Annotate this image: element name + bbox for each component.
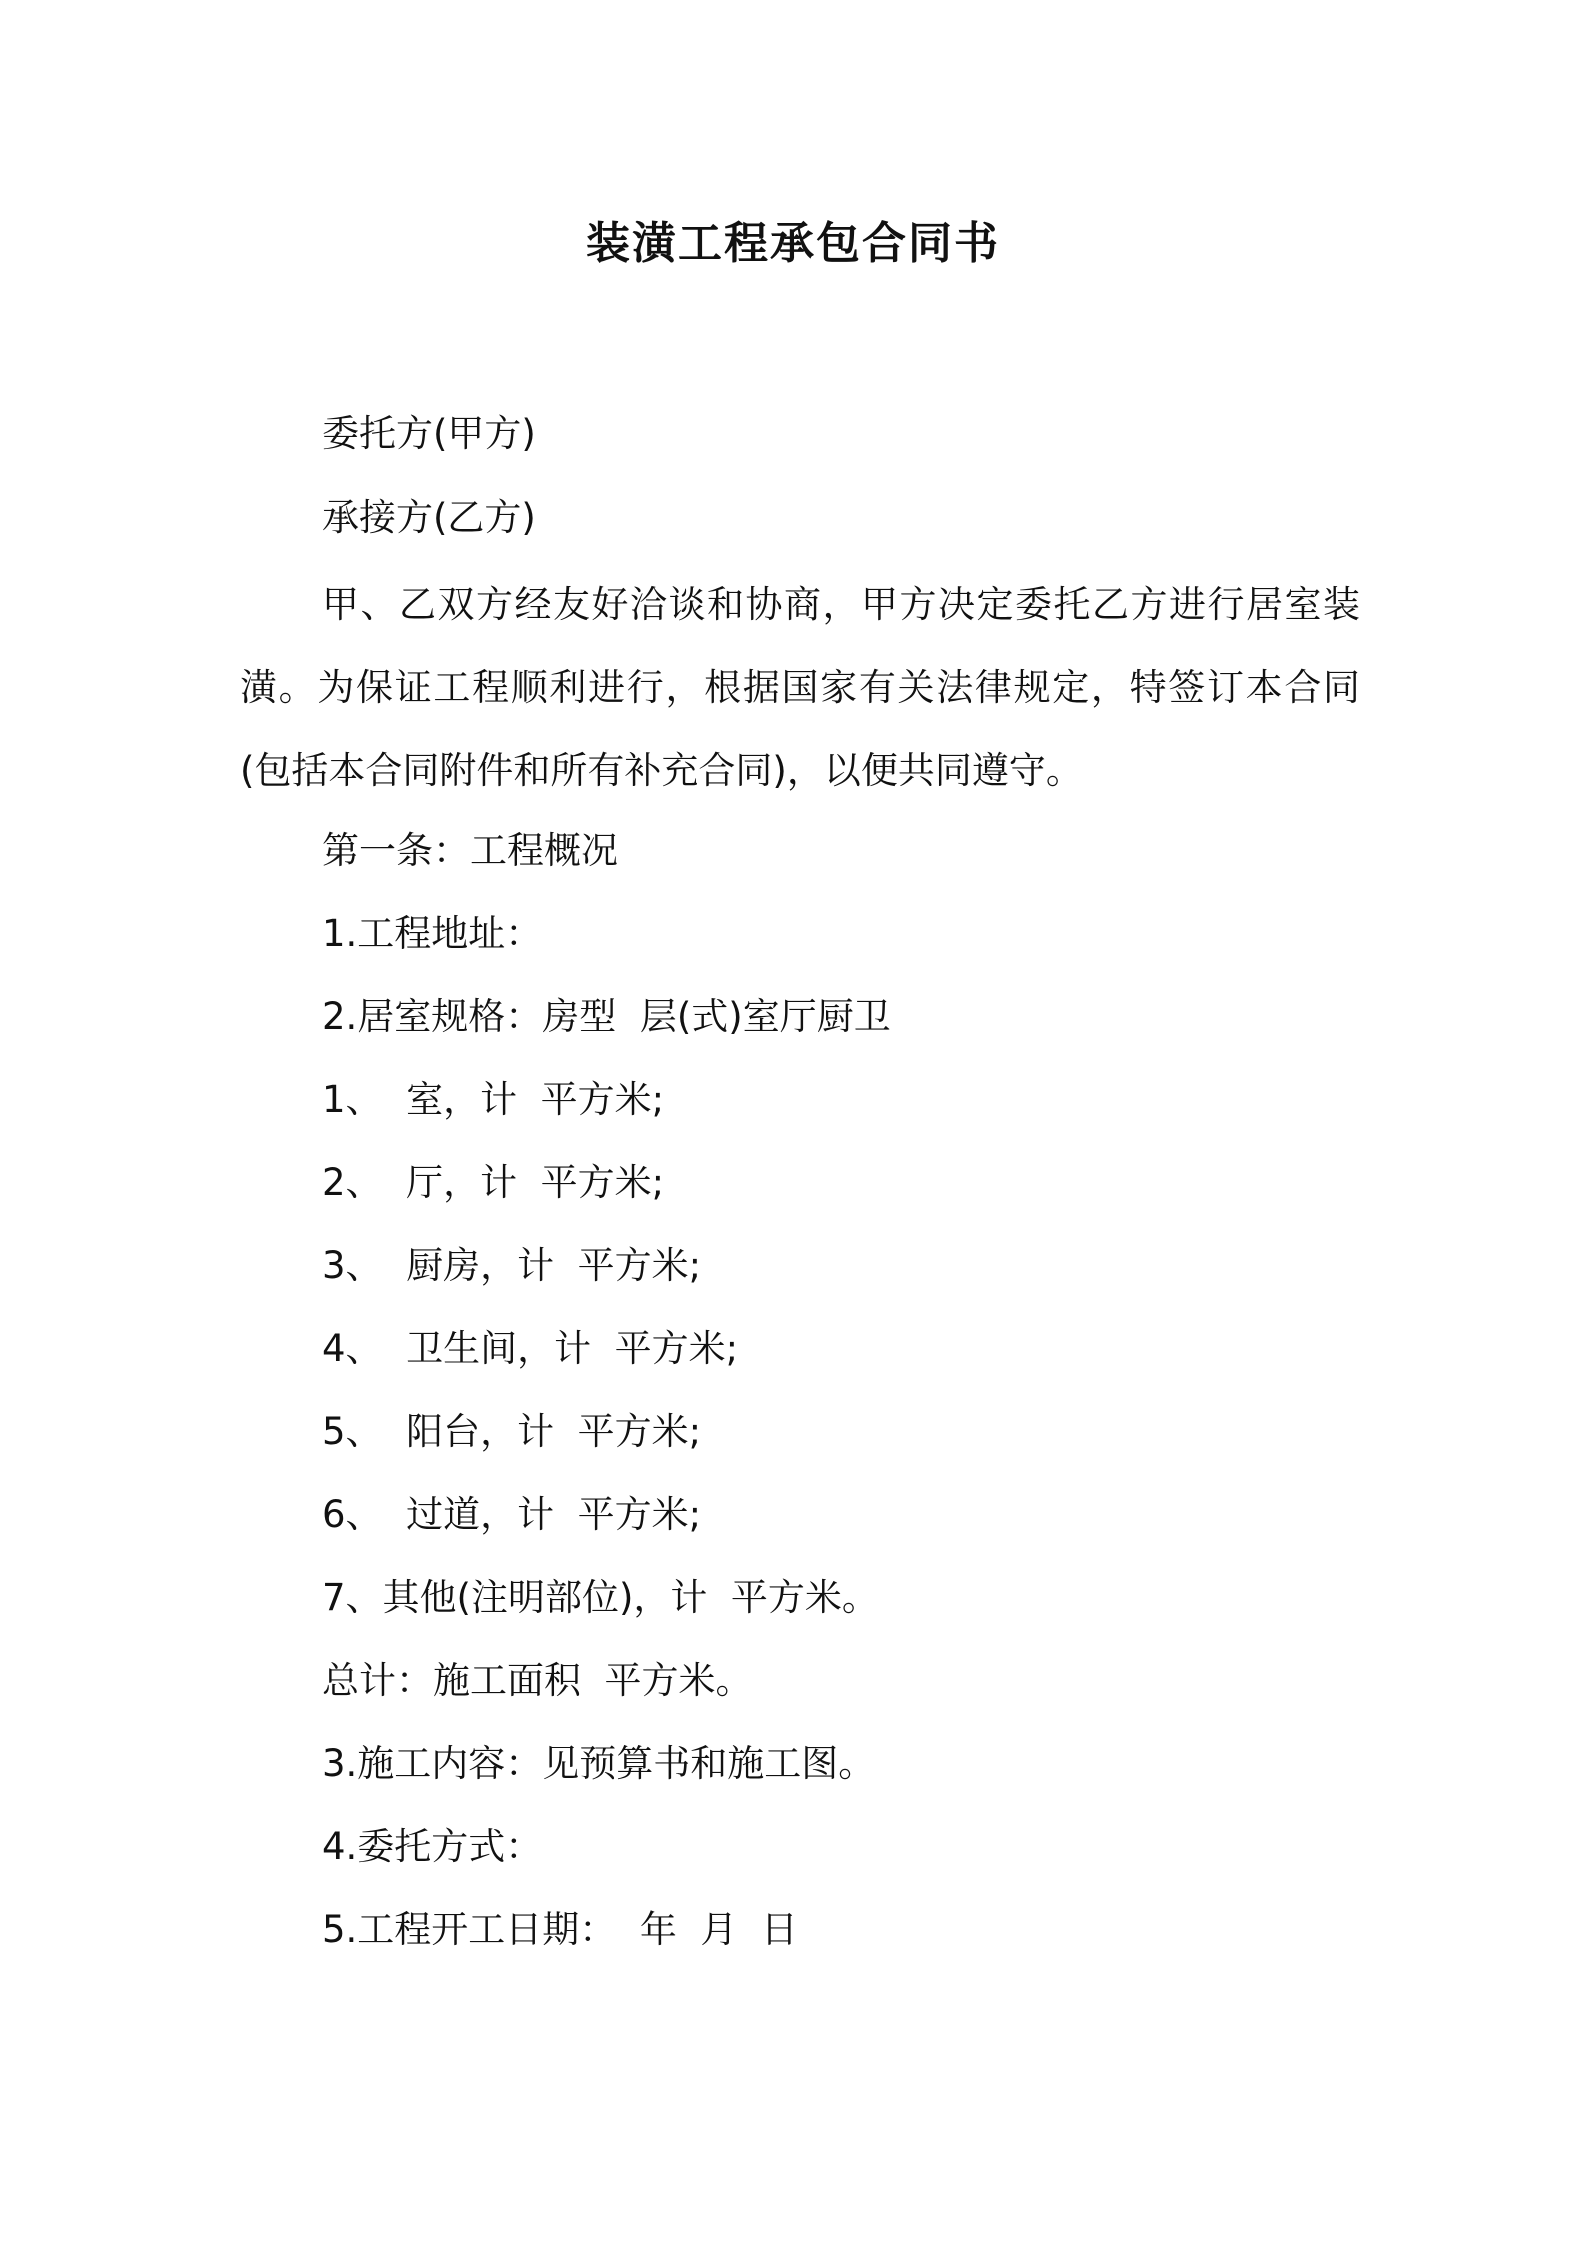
room-item: 6、 过道，计 平方米; (322, 1493, 702, 1536)
article-1-heading: 第一条：工程概况 (322, 829, 618, 872)
total-area: 总计：施工面积 平方米。 (322, 1659, 753, 1702)
intro-paragraph: 甲、乙双方经友好洽谈和协商，甲方决定委托乙方进行居室装潢。为保证工程顺利进行，根据国家有关法律规定，特签订本合同(包括本合同附件和所有补充合同)，以便共同遵守。 (240, 583, 1360, 792)
start-date-item: 5.工程开工日期： 年 月 日 (322, 1908, 798, 1951)
room-item: 3、 厨房，计 平方米; (322, 1244, 702, 1287)
party-b-label: 承接方(乙方) (322, 496, 536, 539)
room-item: 2、 厅，计 平方米; (322, 1161, 665, 1204)
room-spec-item: 2.居室规格：房型 层(式)室厅厨卫 (322, 995, 891, 1038)
commission-method-item: 4.委托方式： (322, 1825, 543, 1868)
construction-content-item: 3.施工内容：见预算书和施工图。 (322, 1742, 876, 1785)
room-item: 5、 阳台，计 平方米; (322, 1410, 702, 1453)
room-item: 4、 卫生间，计 平方米; (322, 1327, 739, 1370)
document-title: 装潢工程承包合同书 (586, 218, 1000, 269)
project-address-item: 1.工程地址： (322, 912, 543, 955)
party-a-label: 委托方(甲方) (322, 412, 536, 455)
room-item: 7、其他(注明部位)，计 平方米。 (322, 1576, 879, 1619)
room-item: 1、 室，计 平方米; (322, 1078, 665, 1121)
